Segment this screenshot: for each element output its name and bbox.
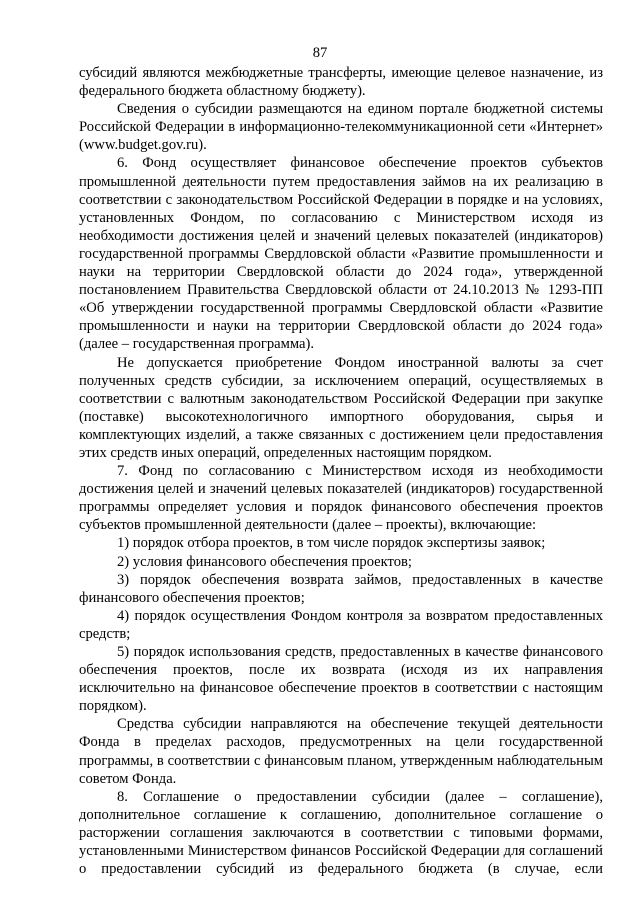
page-number: 87: [312, 45, 328, 61]
paragraph-subsidy-transfers: субсидий являются межбюджетные трансферты, имеющие целевое назначение, из федерального бюджета областному бюджету).: [79, 65, 603, 100]
list-item-4: 4) порядок осуществления Фондом контроля за возвратом предоставленных средств;: [79, 607, 603, 642]
paragraph-subsidy-funds-direction: Средства субсидии направляются на обеспечение текущей деятельности Фонда в пределах расходов, предусмотренных на цели государственной программы, в соответствии с финансовым планом, утвержденным наблюдательным советом Фонда.: [79, 716, 603, 787]
paragraph-item-8: 8. Соглашение о предоставлении субсидии (далее – соглашение), дополнительное соглашение к соглашению, дополнительное соглашение о расторжении соглашения заключаются в соответствии с типовыми формами, установленными Министерством финансов Российской Федерации для соглашений о предоставлении субсидий из федерального бюджета (в случае, если: [79, 788, 603, 878]
list-item-1: 1) порядок отбора проектов, в том числе порядок экспертизы заявок;: [117, 535, 546, 552]
paragraph-currency-restriction: Не допускается приобретение Фондом иностранной валюты за счет полученных средств субсидии, за исключением операций, осуществляемых в соответствии с валютным законодательством Российской Федерации при закупке (поставке) высокотехнологичного импортного оборудования, сырья и комплектующих изделий, а также связанных с достижением цели предоставления этих средств иных операций, определенных настоящим порядком.: [79, 354, 603, 461]
list-item-2: 2) условия финансового обеспечения проектов;: [117, 553, 412, 570]
paragraph-subsidy-info-portal: Сведения о субсидии размещаются на едином портале бюджетной системы Российской Федерации в информационно-телекоммуникационной сети «Интернет» (www.budget.gov.ru).: [79, 101, 603, 154]
list-item-3: 3) порядок обеспечения возврата займов, предоставленных в качестве финансового обеспечения проектов;: [79, 571, 603, 606]
document-body: [79, 64, 603, 878]
list-item-5: 5) порядок использования средств, предоставленных в качестве финансового обеспечения проектов, после их возврата (исходя из их направления исключительно на финансовое обеспечение проектов в соответствии с настоящим порядком).: [79, 644, 603, 715]
paragraph-item-6: 6. Фонд осуществляет финансовое обеспечение проектов субъектов промышленной деятельности путем предоставления займов на их реализацию в соответствии с законодательством Российской Федерации в порядке и на условиях, установленных Фондом, по согласованию с Министерством исходя из необходимости достижения целей и значений целевых показателей (индикаторов) государственной программы Свердловской области «Развитие промышленности и науки на территории Свердловской области до 2024 года», утвержденной постановлением Правительства Свердловской области от 24.10.2013 № 1293-ПП «Об утверждении государственной программы Свердловской области «Развитие промышленности и науки на территории Свердловской области до 2024 года» (далее – государственная программа).: [79, 155, 603, 353]
paragraph-item-7: 7. Фонд по согласованию с Министерством исходя из необходимости достижения целей и значений целевых показателей (индикаторов) государственной программы определяет условия и порядок финансового обеспечения проектов субъектов промышленной деятельности (далее – проекты), включающие:: [79, 463, 603, 534]
